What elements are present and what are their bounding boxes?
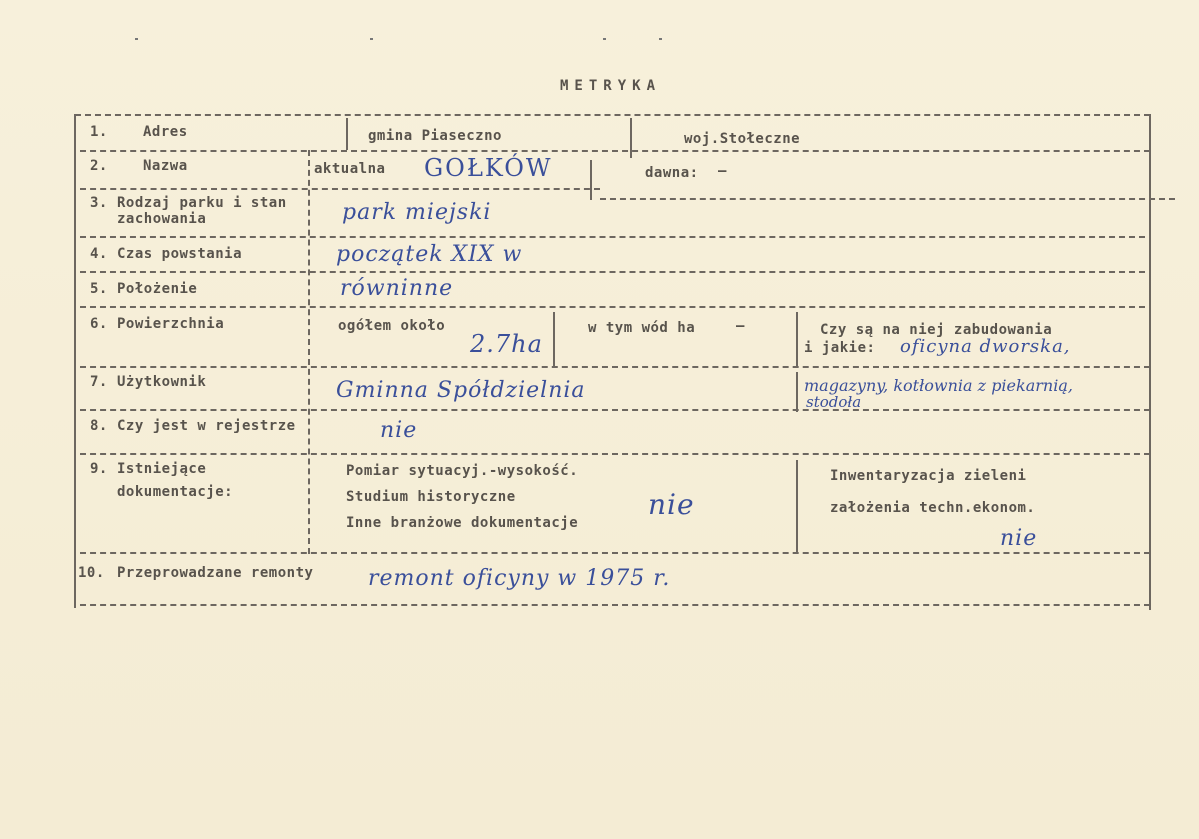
row-label: Adres: [143, 124, 188, 140]
row-label: Nazwa: [143, 158, 188, 174]
former-name-label: dawna:: [645, 165, 699, 181]
column-divider: [796, 460, 798, 554]
repairs-value: remont oficyny w 1975 r.: [368, 566, 671, 591]
water-area-label: w tym wód ha: [588, 320, 696, 336]
row-divider: [80, 271, 1145, 273]
water-area-value: –: [736, 318, 745, 334]
doc-history: Studium historyczne: [346, 489, 516, 505]
row-number: 1.: [90, 124, 108, 140]
row-number: 8.: [90, 418, 108, 434]
address-gmina: gmina Piaseczno: [368, 128, 502, 144]
park-type-value: park miejski: [342, 200, 492, 225]
area-total-value: 2.7ha: [470, 330, 543, 358]
doc-tech-econ: założenia techn.ekonom.: [830, 500, 1036, 516]
column-divider: [553, 312, 555, 366]
buildings-value-continued: magazyny, kotłownia z piekarnią,: [804, 376, 1073, 395]
row-number: 7.: [90, 374, 108, 390]
row-divider: [600, 198, 1175, 200]
row-divider: [75, 114, 1150, 116]
row-label-line2: zachowania: [117, 211, 207, 227]
edge-mark: [659, 38, 662, 40]
edge-mark: [135, 38, 138, 40]
edge-mark: [603, 38, 606, 40]
buildings-value-continued: stodoła: [806, 393, 862, 411]
row-number: 5.: [90, 281, 108, 297]
table-border-right: [1149, 114, 1151, 610]
row-divider: [80, 604, 1150, 606]
row-label: Użytkownik: [117, 374, 207, 390]
row-divider: [80, 236, 1145, 238]
row-divider: [80, 306, 1145, 308]
row-label: Czy jest w rejestrze: [117, 418, 296, 434]
row-number: 10.: [78, 565, 105, 581]
creation-time-value: początek XIX w: [336, 242, 523, 267]
column-divider: [308, 150, 310, 554]
row-label-line1: Istniejące: [117, 461, 207, 477]
buildings-value: oficyna dworska,: [900, 336, 1071, 357]
address-voivodeship: woj.Stołeczne: [684, 131, 801, 147]
row-divider: [80, 150, 1150, 152]
row-divider: [80, 453, 1150, 455]
row-number: 6.: [90, 316, 108, 332]
doc-other: Inne branżowe dokumentacje: [346, 515, 579, 531]
row-label: Przeprowadzane remonty: [117, 565, 314, 581]
column-divider: [630, 118, 632, 158]
document-title: METRYKA: [560, 78, 662, 94]
current-name-value: GOŁKÓW: [424, 154, 553, 182]
doc-survey: Pomiar sytuacyj.-wysokość.: [346, 463, 579, 479]
column-divider: [346, 118, 348, 150]
column-divider: [796, 312, 798, 366]
location-value: równinne: [340, 276, 454, 301]
doc-greenery-inventory: Inwentaryzacja zieleni: [830, 468, 1027, 484]
row-label-line2: dokumentacje:: [117, 484, 234, 500]
column-divider: [796, 372, 798, 412]
row-divider: [80, 366, 1150, 368]
table-border-left: [74, 114, 76, 608]
row-number: 2.: [90, 158, 108, 174]
row-divider: [80, 409, 1150, 411]
docs-right-value: nie: [1000, 526, 1038, 551]
buildings-label-line2: i jakie:: [804, 340, 876, 356]
row-divider: [80, 188, 600, 190]
column-divider: [590, 160, 592, 200]
current-name-label: aktualna: [314, 161, 386, 177]
row-label: Powierzchnia: [117, 316, 225, 332]
buildings-label-line1: Czy są na niej zabudowania: [820, 322, 1053, 338]
row-number: 4.: [90, 246, 108, 262]
row-divider: [80, 552, 1150, 554]
user-value: Gminna Spółdzielnia: [336, 378, 586, 403]
area-total-label: ogółem około: [338, 318, 446, 334]
docs-value: nie: [648, 488, 695, 521]
register-value: nie: [380, 418, 418, 443]
row-number: 9.: [90, 461, 108, 477]
row-label: Położenie: [117, 281, 198, 297]
former-name-value: –: [718, 163, 727, 179]
row-label: Czas powstania: [117, 246, 243, 262]
edge-mark: [370, 38, 373, 40]
row-number: 3.: [90, 195, 108, 211]
row-label-line1: Rodzaj parku i stan: [117, 195, 287, 211]
